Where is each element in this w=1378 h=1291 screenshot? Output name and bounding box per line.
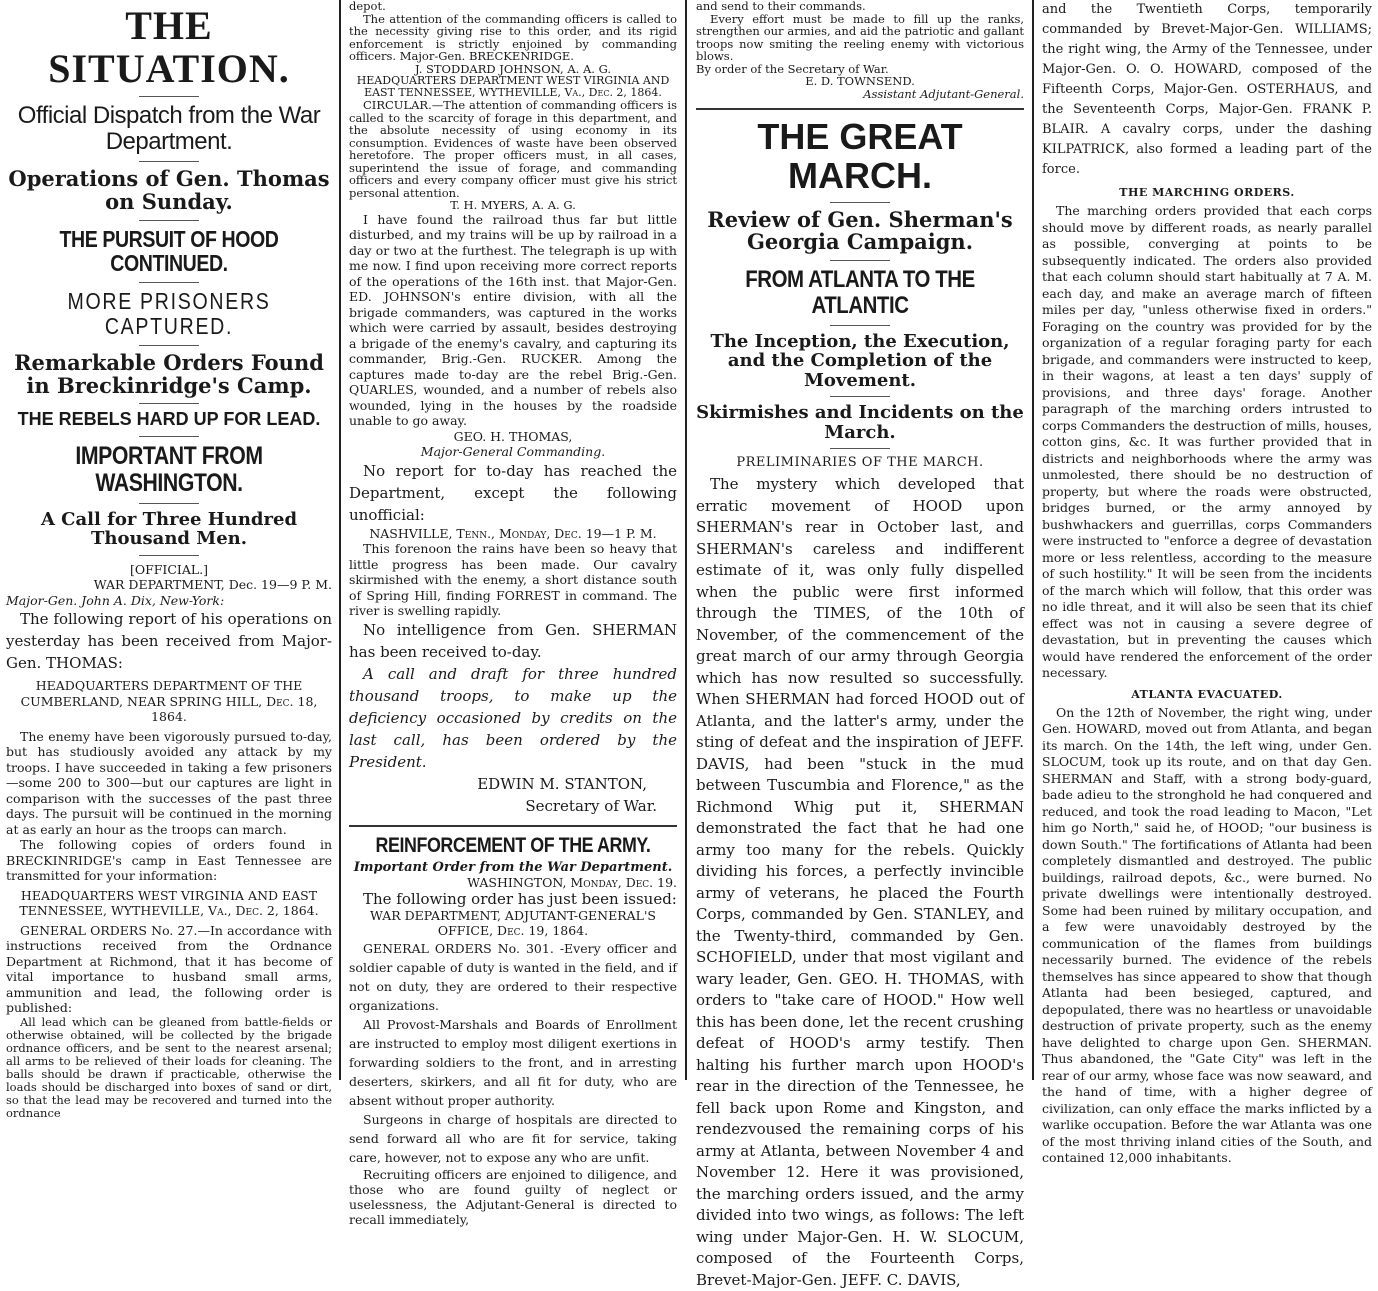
paragraph: GENERAL ORDERS No. 27.—In accordance with instructions received from the Ordnance Department at Richmond, that it has become of vital importance to husband small arms, ammunition and lead, the following order is published:	[6, 922, 332, 1015]
section-title: THE MARCHING ORDERS.	[1119, 186, 1295, 199]
headquarters-line: HEADQUARTERS DEPARTMENT WEST VIRGINIA AND EAST TENNESSEE, WYTHEVILLE, Va., Dec. 2, 1864.	[356, 74, 670, 99]
signature: J. STODDARD JOHNSON, A. A. G.	[414, 61, 612, 76]
dateline: NASHVILLE, Tenn., Monday, Dec. 19—1 P. M.	[369, 525, 657, 541]
paragraph: No intelligence from Gen. SHERMAN has been received to-day.	[349, 620, 677, 661]
paragraph: All lead which can be gleaned from battle-fields or otherwise obtained, will be collected by the brigade ordnance officers, and be sent to the nearest arsenal; all arms to be relieved of their loads for cleaning. The balls should be drawn if practicable, otherwise the loads should be discharged into boxes of sand or dirt, so that the lead may be recovered and turned into the ordnance	[6, 1014, 332, 1120]
column-rule	[1032, 0, 1034, 1080]
paragraph: depot.	[349, 0, 386, 13]
divider	[830, 396, 890, 397]
column-rule	[685, 0, 687, 1080]
paragraph: This forenoon the rains have been so heavy that little progress has been made. Our cavalry skirmished with the enemy, a short distance south of Spring Hill, finding FORREST in command. The river is swelling rapidly.	[349, 541, 677, 618]
headquarters-line: WAR DEPARTMENT, ADJUTANT-GENERAL'S OFFICE, Dec. 19, 1864.	[370, 907, 656, 939]
paragraph: GENERAL ORDERS No. 301. -Every officer and soldier capable of duty is wanted in the field, and if not on duty, they are ordered to their respective organizations.	[349, 940, 677, 1013]
paragraph: No report for to-day has reached the Department, except the following unofficial:	[349, 461, 677, 524]
subhead-dispatch: Official Dispatch from the War Department.	[17, 102, 321, 156]
subhead-order: Important Order from the War Department.	[353, 860, 673, 876]
paragraph: All Provost-Marshals and Boards of Enrollment are instructed to employ most diligent exertions in forwarding soldiers to the front, and in arresting deserters, skirkers, and all fit for duty, who are absent without proper authority.	[349, 1016, 677, 1108]
paragraph: I have found the railroad thus far but little disturbed, and my trains will be up by railroad in a day or two at the furthest. The telegraph is up with me now. I find upon receiving more correct reports of the operations of the 16th inst. that Major-Gen. ED. JOHNSON's entire division, with all the brigade commanders, was captured in the works which were carried by assault, besides destroying a brigade of the enemy's cavalry, and capturing its commander, Brig.-Gen. RUCKER. Among the captures made to-day are the rebel Brig.-Gen. QUARLES, wounded, and a number of rebels also wounded, lying in the houses by the roadside unable to go away.	[349, 211, 677, 428]
signature: E. D. TOWNSEND.	[805, 74, 915, 88]
paragraph: The following order has just been issued:	[363, 889, 677, 908]
divider	[139, 403, 199, 404]
paragraph: The mystery which developed that erratic movement of HOOD upon SHERMAN's rear in October last, and SHERMAN's careless and indifferent estimate of it, was only fully dispelled when the public were first informed through the TIMES, of the 10th of November, of the commencement of the great march of our army through Georgia which has now resulted so successfully. When SHERMAN had forced HOOD out of Atlanta, and the latter's army, under the sting of defeat and the inspiration of JEFF. DAVIS, had been "stuck in the mud between Tuscumbia and Florence," as the Richmond Whig put it, SHERMAN demonstrated the fact that he had one army too many for the rebels. Quickly dividing his forces, a perfectly invincible army of veterans, he placed the Fourth Corps, commanded by Gen. STANLEY, and the Twenty-third, commanded by Gen. SCHOFIELD, under that most vigilant and wary leader, Gen. GEO. H. THOMAS, with orders to "take care of HOOD." How well this has been done, let the recent crushing defeat of HOOD's army testify. Then halting his further march upon HOOD's rear in the direction of the Tennessee, he fell back upon Rome and Kingston, and rendezvoused the remaining corps of his army at Atlanta, between November 4 and November 12. Here it was provisioned, the marching orders issued, and the army divided into two wings, as follows: The left wing under Major-Gen. H. W. SLOCUM, composed of the Fourteenth Corps, Brevet-Major-Gen. JEFF. C. DAVIS,	[696, 475, 1024, 1289]
divider	[830, 260, 890, 261]
official-tag: [OFFICIAL.]	[129, 561, 209, 577]
divider	[696, 108, 1024, 110]
signature: GEO. H. THOMAS,	[453, 428, 573, 444]
paragraph: The attention of the commanding officers is called to the necessity giving rise to this order, and its rigid enforcement is strictly enjoined by commanding officers. Major-Gen. BRECKENRIDGE.	[349, 11, 677, 63]
addressee: Major-Gen. John A. Dix, New-York:	[6, 592, 225, 608]
paragraph: Every effort must be made to fill up the ranks, strengthen our armies, and aid the patriotic and gallant troops now smiting the reeling enemy with victorious blows.	[696, 11, 1024, 63]
section-title: ATLANTA EVACUATED.	[1131, 687, 1283, 701]
subhead-prisoners: MORE PRISONERS CAPTURED.	[67, 288, 271, 340]
divider	[349, 825, 677, 827]
paragraph: The following copies of orders found in BRECKINRIDGE's camp in East Tennessee are transmitted for your information:	[6, 837, 332, 883]
headline-reinforcement: REINFORCEMENT OF THE ARMY.	[375, 833, 651, 857]
column-rule	[339, 0, 341, 1080]
paragraph: Recruiting officers are enjoined to diligence, and those who are found guilty of neglect or uselessness, the Adjutant-General is directed to recall immediately,	[349, 1166, 677, 1227]
paragraph: and send to their commands.	[696, 0, 866, 13]
subhead-skirmishes: Skirmishes and Incidents on the March.	[696, 402, 1024, 443]
section-title: PRELIMINARIES OF THE MARCH.	[736, 455, 984, 471]
divider	[139, 436, 199, 437]
column-3	[690, 0, 1030, 1289]
paragraph: Surgeons in charge of hospitals are directed to send forward all who are fit for service, taking care, however, not to expose any who are unfit.	[349, 1111, 677, 1165]
paragraph: By order of the Secretary of War.	[696, 61, 889, 76]
paragraph: The marching orders provided that each corps should move by different roads, as nearly parallel as possible, converging at points to be subsequently indicated. The orders also provided that each column should start habitually at 7 A. M. each day, and make an average march of fifteen miles per day, "unless otherwise fixed in orders." Foraging on the country was provided for by the organization of a regular foraging party for each brigade, and commanders were instructed to keep, in their wagons, at least a ten days' supply of provisions, and three days' forage. Another paragraph of the marching orders intrusted to corps Commanders the destruction of mills, houses, cotton gins, &c. It was further provided that in districts and neighborhoods where the army was unmolested, there should be no destruction of property, but where the roads were obstructed, bridges burned, or the army annoyed by bushwhackers and guerrillas, corps Commanders were instructed to "enforce a degree of devastation more or less relentless, according to the measure of such hostility." It will be seen from the incidents of the march which will follow, that this order was no idle threat, and it will also be seen that its chief effect was not in causing a severe degree of devastation, but in preventing the causes which would have rendered the enforcement of the order necessary.	[1042, 203, 1372, 680]
paragraph: The enemy have been vigorously pursued to-day, but has studiously avoided any attack by my troops. I have succeeded in taking a few prisoners—some 200 to 300—but our captures are light in comparison with the successes of the past three days. The pursuit will be continued in the morning at as early an hour as the troops can march.	[6, 728, 332, 837]
signature-title: Secretary of War.	[525, 796, 657, 815]
divider	[139, 345, 199, 346]
paragraph: The following report of his operations on yesterday has been received from Major-Gen. THOMAS:	[6, 610, 332, 672]
divider	[139, 503, 199, 504]
subhead-lead: THE REBELS HARD UP FOR LEAD.	[17, 409, 321, 430]
divider	[830, 202, 890, 203]
subhead-atlanta: FROM ATLANTA TO THE ATLANTIC	[745, 266, 975, 319]
dateline: WAR DEPARTMENT, Dec. 19—9 P. M.	[93, 577, 332, 592]
divider	[139, 96, 199, 97]
subhead-pursuit: THE PURSUIT OF HOOD CONTINUED.	[59, 225, 279, 277]
divider	[139, 161, 199, 162]
divider	[139, 555, 199, 556]
paragraph: CIRCULAR.—The attention of commanding officers is called to the scarcity of forage in this department, and the absolute necessity of using economy in its consumption. Evidences of waste have been observed heretofore. The proper officers must, in all cases, superintend the issue of forage, and commanding officers and every company officer must give his strict personal attention.	[349, 98, 677, 200]
column-4	[1036, 0, 1378, 1165]
paragraph: A call and draft for three hundred thousand troops, to make up the deficiency occasioned by credits on the last call, has been ordered by the President.	[349, 664, 677, 771]
signature: T. H. MYERS, A. A. G.	[450, 198, 576, 212]
subhead-inception: The Inception, the Execution, and the Completion of the Movement.	[710, 330, 1010, 391]
divider	[830, 325, 890, 326]
signature: EDWIN M. STANTON,	[477, 774, 647, 793]
subhead-call: A Call for Three Hundred Thousand Men.	[40, 508, 298, 550]
subhead-operations: Operations of Gen. Thomas on Sunday.	[8, 166, 330, 214]
headline-situation: THE SITUATION.	[48, 3, 290, 92]
headquarters-line: HEADQUARTERS WEST VIRGINIA AND EAST TENNESSEE, WYTHEVILLE, Va., Dec. 2, 1864.	[19, 887, 319, 918]
paragraph: On the 12th of November, the right wing, under Gen. HOWARD, moved out from Atlanta, and began its march. On the 14th, the left wing, under Gen. SLOCUM, took up its route, and on that day Gen. SHERMAN and Staff, with a strong body-guard, bade adieu to the stronghold he had conquered and reduced, and took the road leading to Macon, "Let him go North," said he, of HOOD; "our business is down South." The fortifications of Atlanta had been completely dismantled and destroyed. The public buildings, railroad depots, &c., were burned. No private dwellings were intentionally destroyed. Some had been ruined by military occupation, and a few were unavoidably destroyed by the communication of the flames from buildings necessarily burned. The evidence of the rebels themselves has since appeared to show that though Atlanta had been besieged, captured, and depopulated, there was no heartless or unavoidable destruction of private property, such as the enemy have delighted to charge upon Gen. SHERMAN. Thus abandoned, the "Gate City" was left in the rear of our army, whose face was now seaward, and the hand of time, with a higher degree of civilization, can only efface the marks inflicted by a warlike occupation. Before the war Atlanta was one of the most thriving inland cities of the South, and contained 12,000 inhabitants.	[1042, 704, 1372, 1165]
signature-title: Major-General Commanding.	[420, 444, 606, 459]
column-1	[0, 0, 338, 1120]
signature-title: Assistant Adjutant-General.	[863, 86, 1024, 101]
subhead-review: Review of Gen. Sherman's Georgia Campaign.	[707, 206, 1013, 255]
subhead-washington: IMPORTANT FROM WASHINGTON.	[75, 441, 263, 497]
paragraph: and the Twentieth Corps, temporarily commanded by Brevet-Major-Gen. WILLIAMS; the right wing, the Army of the Tennessee, under Major-Gen. O. O. HOWARD, composed of the Fifteenth Corps, Major-Gen. OSTERHAUS, and the Seventeenth Corps, Major-Gen. FRANK P. BLAIR. A cavalry corps, under the dashing KILPATRICK, also formed a leading part of the force.	[1042, 2, 1372, 177]
subhead-orders: Remarkable Orders Found in Breckinridge's Camp.	[14, 349, 324, 398]
headline-great-march: THE GREAT MARCH.	[757, 116, 963, 196]
column-2	[343, 0, 683, 1227]
dateline: WASHINGTON, Monday, Dec. 19.	[467, 875, 677, 891]
divider	[830, 448, 890, 449]
divider	[139, 282, 199, 283]
headquarters-line: HEADQUARTERS DEPARTMENT OF THE CUMBERLAND, NEAR SPRING HILL, Dec. 18, 1864.	[20, 678, 318, 724]
divider	[139, 220, 199, 221]
